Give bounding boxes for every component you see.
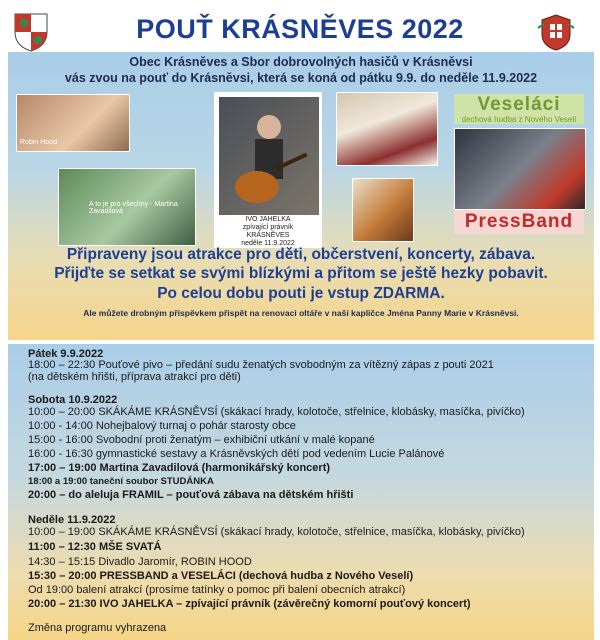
headline-2: Přijďte se setkat se svými blízkými a přitom se ještě hezky pobavit. xyxy=(54,265,548,282)
singer-place: KRÁSNĚVES xyxy=(246,232,290,239)
saturday-item-1: 10:00 – 20:00 SKÁKÁME KRÁSNĚVSÍ (skákací hrady, kolotoče, střelnice, klobásky, masíčka, pivíčko) xyxy=(28,406,525,418)
saturday-item-2: 10:00 - 14:00 Nohejbalový turnaj o pohár starosty obce xyxy=(28,420,296,432)
friday-heading: Pátek 9.9.2022 xyxy=(28,348,104,360)
singer-card xyxy=(214,92,322,248)
veselaci-title: Veseláci xyxy=(477,94,561,115)
friday-item-2: (na dětském hřišti, příprava atrakcí pro děti) xyxy=(28,371,241,383)
page-title: POUŤ KRÁSNĚVES 2022 xyxy=(136,14,464,44)
saturday-item-6: 18:00 a 19:00 taneční soubor STUDÁNKA xyxy=(28,476,214,487)
singer-photo xyxy=(218,96,320,216)
theatre-photo xyxy=(16,94,130,152)
invite-line-2: vás zvou na pouť do Krásněvsi, která se koná od pátku 9.9. do neděle 11.9.2022 xyxy=(64,71,538,85)
band-photo xyxy=(58,168,196,246)
theatre-photo-caption: Robin Hood xyxy=(20,139,57,146)
veselaci-subtitle: dechová hudba z Nového Veselí xyxy=(461,115,577,124)
singer-caption xyxy=(214,216,322,248)
headline-1: Připraveny jsou atrakce pro děti, občerstvení, koncerty, zábava. xyxy=(66,246,536,263)
headline-3: Po celou dobu pouti je vstup ZDARMA. xyxy=(157,285,445,302)
saturday-item-3: 15:00 - 16:00 Svobodní proti ženatým – exhibiční utkání v malé kopané xyxy=(28,434,375,446)
sunday-item-5: Od 19:00 balení atrakcí (prosíme tatínky o pomoc při balení obecních atrakcí) xyxy=(28,584,406,596)
folk-dancers-photo xyxy=(336,92,438,166)
singer-role: zpívající právník xyxy=(242,224,294,231)
band-photo-banner: A to je pro všechny - Martina Zavadilová xyxy=(89,201,178,215)
guitar-icon xyxy=(219,97,319,215)
sunday-item-6: 20:00 – 21:30 IVO JAHELKA – zpívající právník (závěrečný komorní pouťový koncert) xyxy=(28,598,471,610)
sunday-item-3: 14:30 – 15:15 Divadlo Jaromír, ROBIN HOOD xyxy=(28,556,252,568)
accordion-player-photo xyxy=(352,178,414,242)
saturday-item-5: 17:00 – 19:00 Martina Zavadilová (harmonikářský koncert) xyxy=(28,462,331,474)
invitation-panel xyxy=(8,52,594,340)
singer-date: neděle 11.9.2022 xyxy=(241,240,295,247)
invite-line-1: Obec Krásněves a Sbor dobrovolných hasičů v Krásněvsi xyxy=(129,55,473,69)
sunday-item-4: 15:30 – 20:00 PRESSBAND a VESELÁCI (dechová hudba z Nového Veselí) xyxy=(28,570,414,582)
saturday-heading: Sobota 10.9.2022 xyxy=(28,394,118,406)
program-footer: Změna programu vyhrazena xyxy=(28,622,167,634)
pressband-logo: PressBand xyxy=(454,210,584,234)
saturday-item-7: 20:00 – do aleluja FRAMIL – pouťová zábava na dětském hřišti xyxy=(28,489,354,501)
sunday-item-2: 11:00 – 12:30 MŠE SVATÁ xyxy=(28,541,162,553)
donation-note: Ale můžete drobným příspěvkem přispět na renovaci oltáře v naší kapličce Jména Panny Marie v Krásněvsi. xyxy=(83,308,519,318)
pressband-photo xyxy=(454,128,586,210)
singer-name: IVO JAHELKA xyxy=(245,216,291,223)
friday-item-1: 18:00 – 22:30 Pouťové pivo – předání sudu ženatých svobodným za vítězný zápas z pouti 2021 xyxy=(28,359,494,371)
saturday-item-4: 16:00 - 16:30 gymnastické sestavy a Krásněvských dětí pod vedením Lucie Palánové xyxy=(28,448,445,460)
firefighters-emblem-icon xyxy=(536,12,576,52)
sunday-item-1: 10:00 – 19:00 SKÁKÁME KRÁSNĚVSÍ (skákací hrady, kolotoče, střelnice, masíčka, klobásky, pivíčko) xyxy=(28,526,525,538)
sunday-heading: Neděle 11.9.2022 xyxy=(28,514,116,526)
